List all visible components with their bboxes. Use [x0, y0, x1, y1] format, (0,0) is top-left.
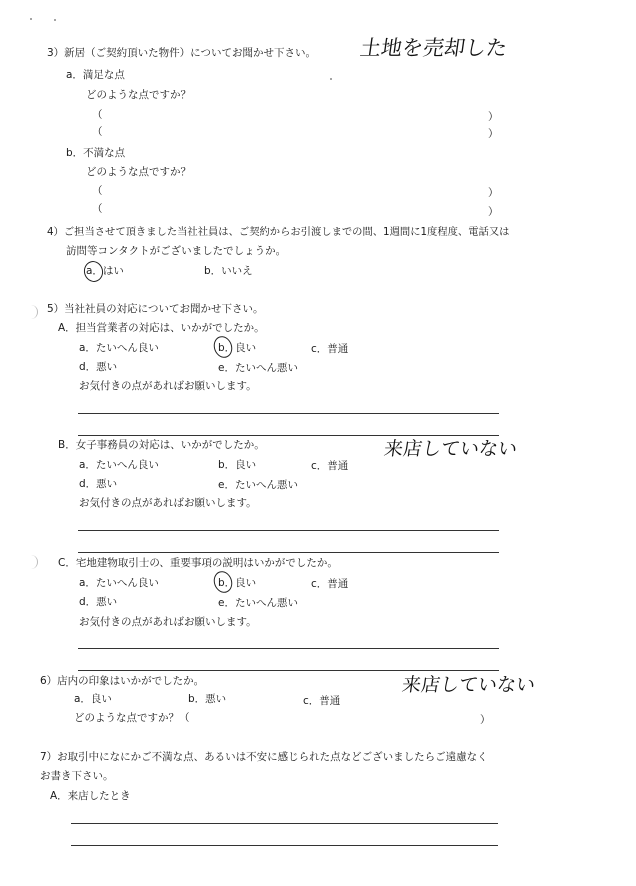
q7-comment-line [71, 823, 498, 824]
q5b-title: B．女子事務員の対応は、いかがでしたか。 [58, 439, 265, 451]
q4-answer-circle [82, 259, 106, 284]
q5-title: 5）当社社員の対応についてお聞かせ下さい。 [47, 303, 264, 315]
scan-speck [330, 78, 332, 80]
q3-title: 3）新居（ご契約頂いた物件）についてお聞かせ下さい。 [47, 47, 316, 59]
open-paren: （ [92, 126, 103, 138]
q6-option-b: b．悪い [188, 693, 227, 705]
q5a-option-b: b．良い [218, 342, 257, 354]
open-paren: （ [92, 203, 103, 215]
q7-option-a: A．来店したとき [50, 790, 131, 802]
q6-option-c: c．普通 [303, 695, 341, 707]
punch-hole-edge [29, 305, 38, 319]
close-paren: ） [480, 714, 491, 726]
punch-hole-edge [29, 555, 38, 569]
scan-speck [30, 18, 32, 20]
scan-speck [54, 19, 56, 21]
q5c-option-b: b．良い [218, 577, 257, 589]
q5b-option-e: e．たいへん悪い [218, 479, 298, 491]
q6-handwritten-answer: 来店していない [400, 674, 537, 696]
q3-option-a: a．満足な点 [66, 69, 125, 81]
q5a-option-d: d．悪い [79, 361, 118, 373]
q5a-option-e: e．たいへん悪い [218, 362, 298, 374]
q5a-option-a: a．たいへん良い [79, 342, 159, 354]
q6-option-a: a．良い [74, 693, 112, 705]
q5c-option-e: e．たいへん悪い [218, 597, 298, 609]
q5b-comment-line [78, 552, 499, 553]
q5c-comment-line [78, 648, 499, 649]
close-paren: ） [488, 111, 499, 123]
q3-option-b: b．不満な点 [66, 147, 126, 159]
open-paren: （ [92, 109, 103, 121]
q5c-title: C．宅地建物取引士の、重要事項の説明はいかがでしたか。 [58, 557, 338, 569]
q5a-comment-prompt: お気付きの点があればお願いします。 [79, 380, 257, 392]
q5b-option-b: b．良い [218, 459, 257, 471]
q5a-answer-circle [211, 334, 235, 361]
q5c-comment-line [78, 670, 499, 671]
q5c-option-a: a．たいへん良い [79, 577, 159, 589]
q4-line2: 訪問等コンタクトがございましたでしょうか。 [66, 245, 287, 257]
q4-option-b: b．いいえ [204, 265, 253, 277]
q7-line2: お書き下さい。 [40, 770, 114, 782]
q5c-option-d: d．悪い [79, 596, 118, 608]
q3-a-prompt: どのような点ですか？ [86, 89, 191, 101]
q5b-option-c: c．普通 [311, 460, 349, 472]
close-paren: ） [488, 187, 499, 199]
q7-line1: 7）お取引中になにかご不満な点、あるいは不安に感じられた点などございましたらご遠慮なく [40, 751, 488, 763]
q3-b-prompt: どのような点ですか？ [86, 166, 191, 178]
q7-comment-line [71, 845, 498, 846]
q5b-comment-prompt: お気付きの点があればお願いします。 [79, 497, 257, 509]
q5a-comment-line [78, 435, 499, 436]
q5b-handwritten-answer: 来店していない [382, 438, 519, 460]
q5c-comment-prompt: お気付きの点があればお願いします。 [79, 616, 257, 628]
close-paren: ） [488, 128, 499, 140]
q6-prompt: どのような点ですか？（ [74, 712, 190, 724]
q5a-title: A．担当営業者の対応は、いかがでしたか。 [58, 322, 265, 334]
q5c-option-c: c．普通 [311, 578, 349, 590]
q5a-option-c: c．普通 [311, 343, 349, 355]
close-paren: ） [488, 206, 499, 218]
open-paren: （ [92, 185, 103, 197]
q3-handwritten-answer: 土地を売却した [358, 36, 509, 60]
q5b-comment-line [78, 530, 499, 531]
q4-option-a: a．はい [86, 265, 124, 277]
q6-title: 6）店内の印象はいかがでしたか。 [40, 675, 205, 687]
q5a-comment-line [78, 413, 499, 414]
q5b-option-d: d．悪い [79, 478, 118, 490]
q5c-answer-circle [211, 569, 235, 596]
q5b-option-a: a．たいへん良い [79, 459, 159, 471]
q4-line1: 4）ご担当させて頂きました当社社員は、ご契約からお引渡しまでの間、1週間に1度程度、電話又は [47, 226, 510, 238]
